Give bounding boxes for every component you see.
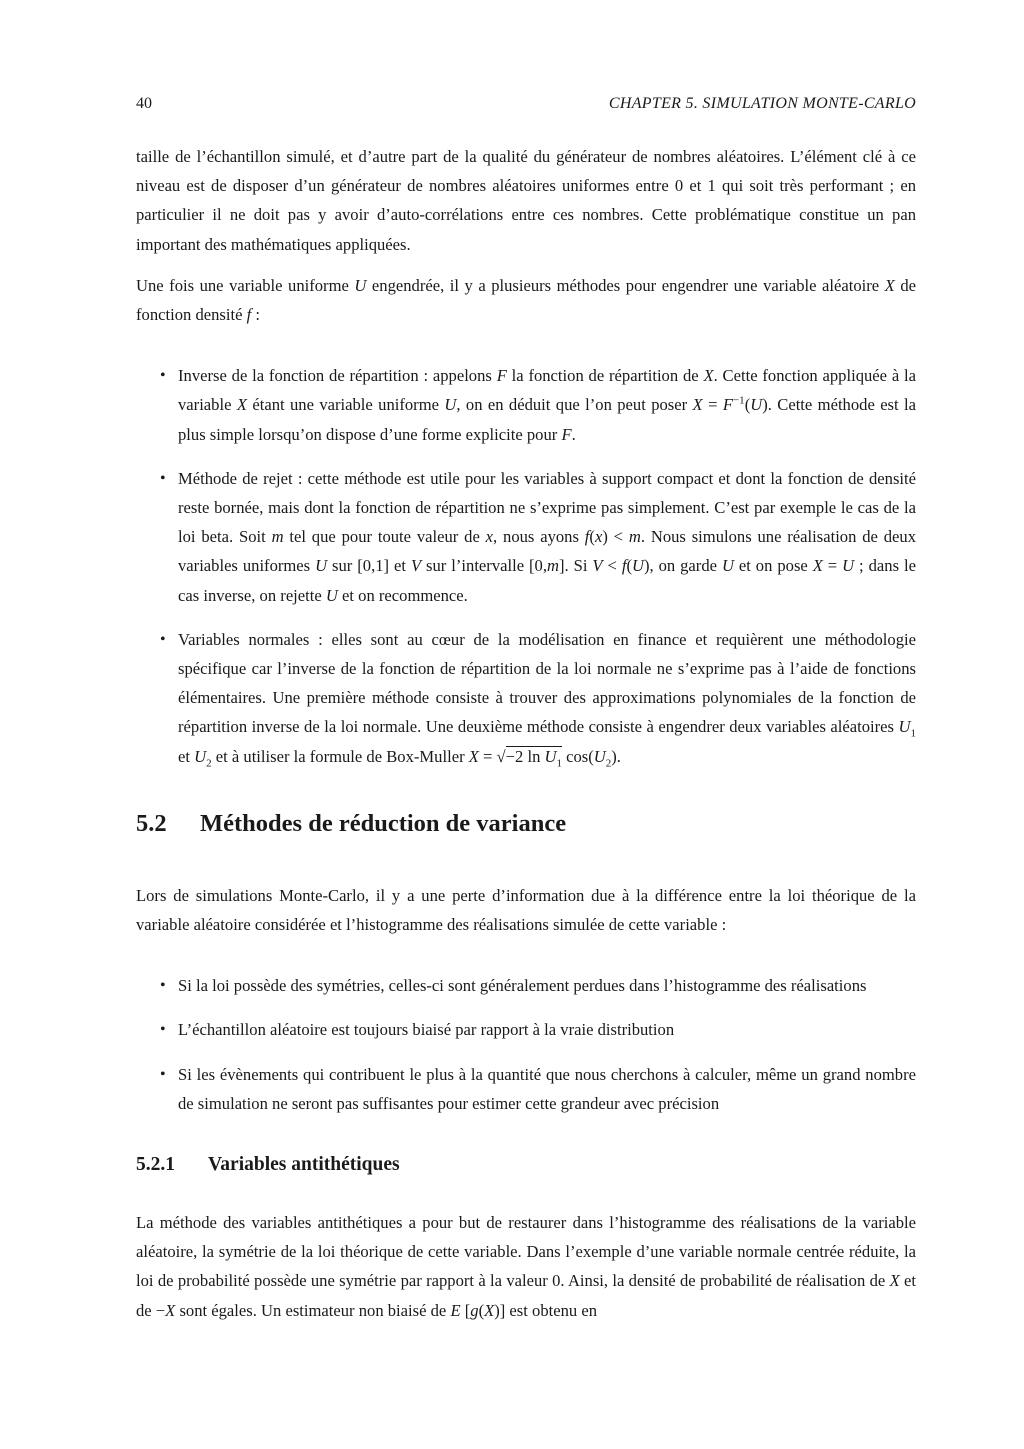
- bullet-icon: •: [160, 1021, 166, 1039]
- paragraph-1: taille de l’échantillon simulé, et d’autre part de la qualité du générateur de nombres aléatoires. L’élément clé à ce niveau est de disposer d’un générateur de nombres aléatoires uniformes entre 0 et 1 qui soit très performant ; en particulier il ne doit pas y avoir d’auto-corrélations entre ces nombres. Cette problématique constitue un pan important des mathématiques appliquées.: [136, 147, 916, 254]
- running-header: [136, 92, 916, 120]
- paragraph-2: Une fois une variable uniforme U engendrée, il y a plusieurs méthodes pour engendrer une variable aléatoire X de fonction densité f :: [136, 275, 917, 325]
- bullet-icon: •: [160, 469, 166, 487]
- subsection-heading: 5.2.1 Variables antithétiques: [136, 1154, 400, 1176]
- bullet-icon: •: [160, 367, 166, 385]
- list-item: • Méthode de rejet : cette méthode est utile pour les variables à support compact et dont la fonction de densité reste bornée, mais dont la fonction de répartition ne s’exprime pas simplement. C’est par exemple le cas de la loi beta. Soit m tel que pour toute valeur de x, nous ayons f(x) < m. Nous simulons une réalisation de deux variables uniformes U sur [0,1] et V sur l’intervalle [0,m]. Si V < f(U), on garde U et on pose X = U ; dans le cas inverse, on rejette U et on recommence.: [136, 464, 916, 610]
- paragraph-4: La méthode des variables antithétiques a pour but de restaurer dans l’histogramme des réalisations de la variable aléatoire, la symétrie de la loi théorique de cette variable. Dans l’exemple d’une variable normale centrée réduite, la loi de probabilité possède une symétrie par rapport à la valeur 0. Ainsi, la densité de probabilité de réalisation de X et de −X sont égales. Un estimateur non biaisé de E [g(X)] est obtenu en: [136, 1213, 917, 1320]
- page-number: 40: [136, 95, 152, 112]
- list-item: • L’échantillon aléatoire est toujours biaisé par rapport à la vraie distribution: [136, 1015, 916, 1044]
- list-item: • Inverse de la fonction de répartition : appelons F la fonction de répartition de X. Cette fonction appliquée à la variable X étant une variable uniforme U, on en déduit que l’on peut poser $X = F^{-1}(U)$. Cette méthode est la plus simple lorsqu’on dispose d’une forme explicite pour F.: [136, 361, 916, 449]
- section-heading: 5.2 Méthodes de réduction de variance: [136, 809, 567, 837]
- methods-list: [136, 361, 916, 771]
- information-loss-list: [136, 971, 916, 1118]
- chapter-title: CHAPTER 5. SIMULATION MONTE-CARLO: [608, 95, 916, 112]
- document-page: [136, 92, 916, 1337]
- list-item: • Variables normales : elles sont au cœur de la modélisation en finance et requièrent une méthodologie spécifique car l’inverse de la fonction de répartition de la loi normale ne s’exprime pas à l’aide de fonctions élémentaires. Une première méthode consiste à trouver des approximations polynomiales de la fonction de répartition inverse de la loi normale. Une deuxième méthode consiste à engendrer deux variables aléatoires $U_1$ et $U_2$ et à utiliser la formule de Box-Muller X = √−2 $\ln U_1$ $\cos(U_2)$.: [136, 625, 916, 771]
- bullet-icon: •: [160, 630, 166, 648]
- list-item: • Si les évènements qui contribuent le plus à la quantité que nous cherchons à calculer, même un grand nombre de simulation ne seront pas suffisantes pour estimer cette grandeur avec précision: [136, 1060, 916, 1118]
- sqrt-radicand: −2 $\ln U_1$: [505, 746, 562, 769]
- bullet-icon: •: [160, 1065, 166, 1083]
- paragraph-3: Lors de simulations Monte-Carlo, il y a une perte d’information due à la différence entre la loi théorique de la variable aléatoire considérée et l’histogramme des réalisations simulée de cette variable :: [136, 885, 916, 935]
- list-item: • Si la loi possède des symétries, celles-ci sont généralement perdues dans l’histogramme des réalisations: [136, 971, 916, 1000]
- bullet-icon: •: [160, 977, 166, 995]
